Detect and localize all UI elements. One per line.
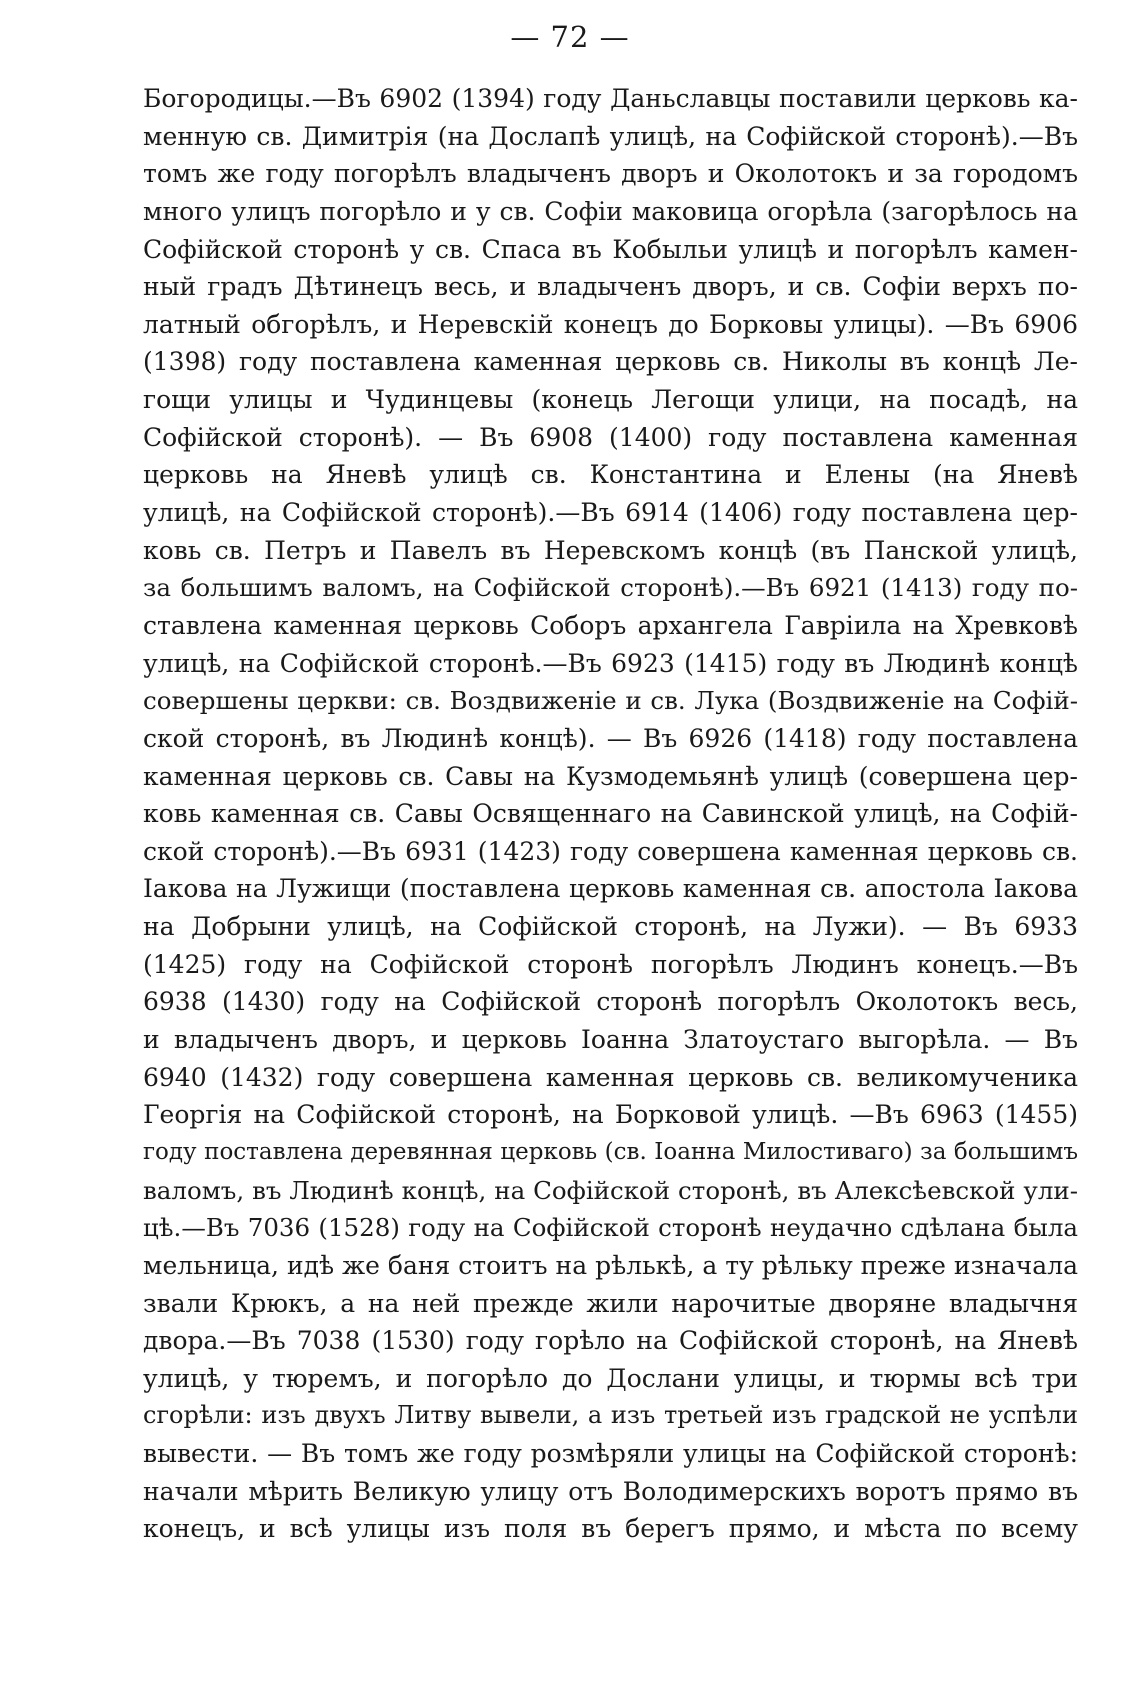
text-line: улицѣ, у тюремъ, и погорѣло до Дослани улицы, и тюрмы всѣ три bbox=[143, 1363, 1078, 1393]
text-line: гощи улицы и Чудинцевы (конець Легощи улици, на посадѣ, на bbox=[143, 385, 1078, 415]
text-line: каменная церковь св. Савы на Кузмодемьянѣ улицѣ (совершена цер- bbox=[143, 761, 1078, 791]
text-line: (1425) году на Софійской сторонѣ погорѣлъ Людинъ конецъ.—Въ bbox=[143, 949, 1078, 979]
text-line: Софійской сторонѣ). — Въ 6908 (1400) году поставлена каменная bbox=[143, 422, 1078, 452]
text-line: 6940 (1432) году совершена каменная церковь св. великомученика bbox=[143, 1062, 1078, 1092]
text-line: ковь св. Петръ и Павелъ въ Неревскомъ концѣ (въ Панской улицѣ, bbox=[143, 535, 1078, 565]
text-line: много улицъ погорѣло и у св. Софіи маковица огорѣла (загорѣлось на bbox=[143, 196, 1078, 226]
text-line: звали Крюкъ, а на ней прежде жили нарочитые дворяне владычня bbox=[143, 1288, 1078, 1318]
text-line: цѣ.—Въ 7036 (1528) году на Софійской сторонѣ неудачно сдѣлана была bbox=[143, 1213, 1078, 1243]
text-line: улицѣ, на Софійской сторонѣ).—Въ 6914 (1406) году поставлена цер- bbox=[143, 498, 1078, 528]
text-line: и владыченъ дворъ, и церковь Іоанна Златоустаго выгорѣла. — Въ bbox=[143, 1025, 1078, 1055]
text-line: ской сторонѣ).—Въ 6931 (1423) году совершена каменная церковь св. bbox=[143, 836, 1078, 866]
text-line: латный обгорѣлъ, и Неревскій конецъ до Борковы улицы). —Въ 6906 bbox=[143, 309, 1078, 339]
text-line: менную св. Димитрія (на Дослапѣ улицѣ, на Софійской сторонѣ).—Въ bbox=[143, 121, 1078, 151]
text-line: конецъ, и всѣ улицы изъ поля въ берегъ прямо, и мѣста по всему bbox=[143, 1514, 1078, 1544]
text-line: за большимъ валомъ, на Софійской сторонѣ).—Въ 6921 (1413) году по- bbox=[143, 573, 1078, 603]
text-line: ставлена каменная церковь Соборъ архангела Гавріила на Хревковѣ bbox=[143, 610, 1078, 640]
text-line: 6938 (1430) году на Софійской сторонѣ погорѣлъ Околотокъ весь, bbox=[143, 987, 1078, 1017]
body-text bbox=[143, 80, 1078, 1548]
text-line: двора.—Въ 7038 (1530) году горѣло на Софійской сторонѣ, на Яневѣ bbox=[143, 1326, 1078, 1356]
page-number: — 72 — bbox=[510, 20, 630, 54]
text-line: на Добрыни улицѣ, на Софійской сторонѣ, на Лужи). — Въ 6933 bbox=[143, 912, 1078, 942]
text-line: (1398) году поставлена каменная церковь св. Николы въ концѣ Ле- bbox=[143, 347, 1078, 377]
text-line: ской сторонѣ, въ Людинѣ концѣ). — Въ 6926 (1418) году поставлена bbox=[143, 723, 1078, 753]
text-line: совершены церкви: св. Воздвиженіе и св. Лука (Воздвиженіе на Софій- bbox=[143, 686, 1078, 716]
text-line: валомъ, въ Людинѣ концѣ, на Софійской сторонѣ, въ Алексѣевской ули- bbox=[143, 1175, 1078, 1205]
text-line: мельница, идѣ же баня стоитъ на рѣлькѣ, а ту рѣльку преже изначала bbox=[143, 1250, 1078, 1280]
text-line: улицѣ, на Софійской сторонѣ.—Въ 6923 (1415) году въ Людинѣ концѣ bbox=[143, 648, 1078, 678]
text-line: Іакова на Лужищи (поставлена церковь каменная св. апостола Іакова bbox=[143, 874, 1078, 904]
text-line: Георгія на Софійской сторонѣ, на Борковой улицѣ. —Въ 6963 (1455) bbox=[143, 1100, 1078, 1130]
text-line: ный градъ Дѣтинецъ весь, и владыченъ дворъ, и св. Софіи верхъ по- bbox=[143, 272, 1078, 302]
text-line: начали мѣрить Великую улицу отъ Володимерскихъ воротъ прямо въ bbox=[143, 1476, 1078, 1506]
text-line: сгорѣли: изъ двухъ Литву вывели, а изъ третьей изъ градской не успѣли bbox=[143, 1401, 1078, 1430]
text-line: церковь на Яневѣ улицѣ св. Константина и Елены (на Яневѣ bbox=[143, 460, 1078, 490]
text-line: Софійской сторонѣ у св. Спаса въ Кобыльи улицѣ и погорѣлъ камен- bbox=[143, 234, 1078, 264]
text-line: вывести. — Въ томъ же году розмѣряли улицы на Софійской сторонѣ: bbox=[143, 1439, 1078, 1469]
text-line: ковь каменная св. Савы Освященнаго на Савинской улицѣ, на Софій- bbox=[143, 799, 1078, 829]
text-line: Богородицы.—Въ 6902 (1394) году Даньславцы поставили церковь ка- bbox=[143, 84, 1078, 113]
text-line: томъ же году погорѣлъ владыченъ дворъ и Околотокъ и за городомъ bbox=[143, 159, 1078, 189]
text-line: году поставлена деревянная церковь (св. Іоанна Милостиваго) за большимъ bbox=[143, 1138, 1078, 1165]
